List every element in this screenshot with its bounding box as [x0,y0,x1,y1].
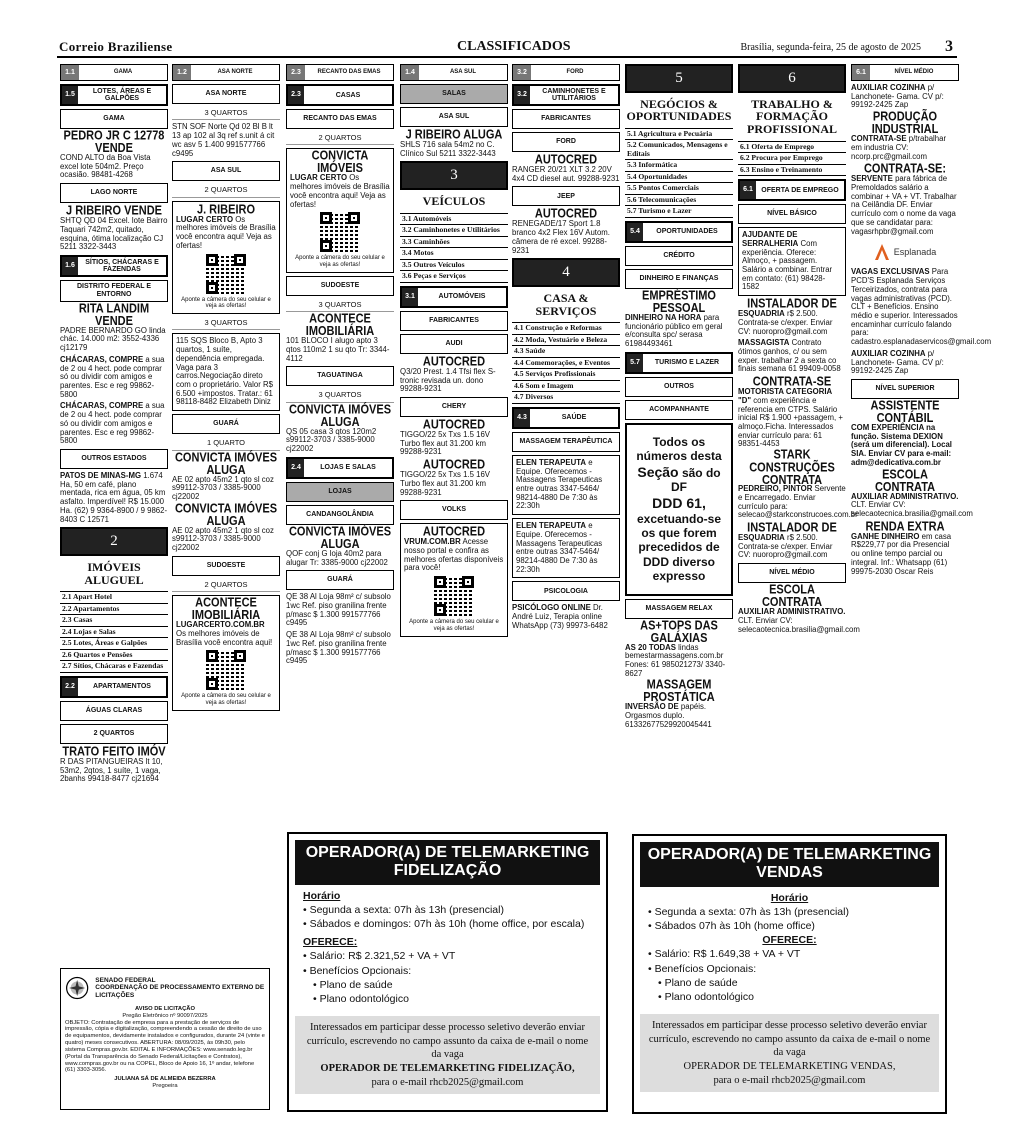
esplanada-logo-icon [874,243,890,261]
classified-ad: EMPRÉSTIMO PESSOAL DINHEIRO NA HORA para funcionário público em geral e/consulta spc/ serasa 61984493461 [625,289,723,349]
region-header: ASA SUL [400,107,508,127]
qr-code-icon [206,254,246,294]
region-header: MASSAGEM RELAX [625,599,733,619]
section-number-banner: 4 [512,258,620,287]
region-header: TAGUATINGA [286,366,394,386]
column-7 [738,64,860,637]
classified-ad: MASSAGEM PROSTÁTICA INVERSÃO DE papéis. Orgasmos duplo. 61332677529920045441 [625,678,715,729]
telemarketing-fidelizacao-ad [287,832,608,1112]
index-item: 5.6 Telecomunicações [625,195,733,207]
category-header: 6.1 OFERTA DE EMPREGO [738,179,846,201]
classified-ad: AS+TOPS DAS GALÁXIAS AS 20 TODAS lindas bemestarmassagens.com.br Fones: 61 985021273/ 3340-8627 [625,618,726,678]
column-tag: 1.4 ASA SUL [400,64,508,81]
region-header: SUDOESTE [172,556,280,576]
classified-ad: AUTOCRED TIGGO/22 5x Txs 1.5 16V Turbo flex aut 31.200 km 99288-9231 [400,418,490,457]
index-item: 4.2 Moda, Vestuário e Beleza [512,335,620,347]
classified-ad: RENDA EXTRA GANHE DINHEIRO em casa R$229,77 por dia Presencial ou online tempo parcial ou integral. Inf.: Whatsapp (61) 99975-2030 Oscar Reis [851,519,952,576]
index-item: 3.1 Automóveis [400,214,508,226]
index-item: 2.7 Sítios, Chácaras e Fazendas [60,661,168,673]
classified-ad: ELEN TERAPEUTA e Equipe. Oferecemos - Massagens Terapeuticas entre outras 3347-5464/ 98214-4880 De 7:30 às 22:30h [512,455,620,515]
ad-footer: Interessados em participar desse processo seletivo deverão enviar currículo, escrevendo no campo assunto da caixa de e-mail o nome da vaga OPERADOR DE TELEMARKETING FIDELIZAÇÃO, para o e-mail rhcb2025@gmail.com [295,1016,600,1094]
section-number-banner: 5 [625,64,733,93]
column-tag: 6.1 NÍVEL MÉDIO [851,64,959,81]
column-tag: 1.1 GAMA [60,64,168,81]
coat-of-arms-icon [65,973,89,1003]
classified-ad: INSTALADOR DE ESQUADRIA r$ 2.500. Contrata-se c/exper. Enviar CV: nuoropro@gmail.com [738,521,837,560]
index-item: 5.3 Informática [625,160,733,172]
region-header: SUDOESTE [286,276,394,296]
classified-ad: RITA LANDIM VENDE PADRE BERNARDO GO linda chác. 14.000 m2: 3552-4336 cj12179 [60,301,166,353]
classified-ad: PSICÓLOGO ONLINE Dr. André Luiz, Terapia online WhatsApp (73) 99973-6482 [512,603,608,630]
qr-ad: J. RIBEIRO LUGAR CERTO Os melhores imóveis de Brasília você encontra aqui! Veja as ofertas! Aponte a câmera do seu celular e veja as ofertas! [172,201,280,314]
qr-code-icon [320,212,360,252]
column-6 [625,64,733,733]
classified-ad: ASSISTENTE CONTÁBIL COM EXPERIÊNCIA na função. Sistema DEXION (será um diferencial). Local SIA. Enviar CV para e-mail: adm@dedicativa.com.br [851,399,952,467]
region-header: ACOMPANHANTE [625,400,733,420]
section-index [60,591,168,673]
publication-name: Correio Braziliense [59,39,173,54]
rooms-header: 3 QUARTOS [172,317,280,330]
column-4 [400,64,508,640]
category-header: 1.5 LOTES, ÁREAS E GALPÕES [60,84,168,106]
ad-details: Horário • Segunda a sexta: 07h às 13h (presencial) • Sábados 07h às 10h (home office) OFERECE: • Salário: R$ 1.649,38 + VA + VT • Benefícios Opcionais: • Plano de saúde • Plano odontológico [648,891,849,1003]
region-header: GUARÁ [286,570,394,590]
classified-ad: CONVICTA IMÓVES ALUGA AE 02 apto 45m2 1 qto sl coz s99112-3703 / 3385-9000 cj22002 [172,501,278,553]
section-title: NEGÓCIOS & OPORTUNIDADES [626,96,732,124]
region-header: LAGO NORTE [60,183,168,203]
category-header: 5.4 OPORTUNIDADES [625,221,733,243]
ddd-notice: Todos os números desta Seção são do DF DDD 61, excetuando-se os que forem precedidos de DDD diverso expresso [625,423,733,596]
section-number-banner: 6 [738,64,846,93]
index-item: 5.2 Comunicados, Mensagens e Editais [625,140,733,160]
classified-ad: MASSAGISTA Contrato ótimos ganhos, c/ ou sem exper. trabalhar 2 a sexta co finais semana 61 99409-0058 [738,338,841,374]
category-header: 3.1 AUTOMÓVEIS [400,286,508,308]
classified-ad: J RIBEIRO ALUGA SHLS 716 sala 54m2 no C. Clínico Sul 5211 3322-3443 [400,128,503,158]
category-header: 5.7 TURISMO E LAZER [625,352,733,374]
brand-header: AUDI [400,334,508,354]
index-item: 2.2 Apartamentos [60,604,168,616]
classified-ad: ELEN TERAPEUTA e Equipe. Oferecemos - Massagens Terapeuticas entre outras 3347-5464/ 98214-4880 De 7:30 às 22:30h [512,518,620,578]
column-8 [851,64,992,579]
index-item: 5.1 Agricultura e Pecuária [625,129,733,141]
classified-ad: STN SOF Norte Qd 02 Bl B lt 13 ap 102 al 3q ref s.unit á cit wc asv 5 1.400 991577766 c9495 [172,122,275,158]
index-item: 4.7 Diversos [512,392,620,404]
classified-ad: CONVICTA IMÓVES ALUGA QS 05 casa 3 qtos 120m2 s99112-3703 / 3385-9000 cj22002 [286,402,392,454]
ad-title: OPERADOR(A) DE TELEMARKETING VENDAS [640,842,939,887]
index-item: 3.3 Caminhões [400,237,508,249]
qr-code-icon [434,576,474,616]
classified-ad: CHÁCARAS, COMPRE a sua de 2 ou 4 hect. pode comprar só ou dividir com amigos e parentes. Esc e reg 99862-5800 [60,401,165,446]
region-header: FABRICANTES [400,311,508,331]
section-index [625,128,733,218]
category-header: 1.6 SÍTIOS, CHÁCARAS E FAZENDAS [60,255,168,277]
classified-ad: QE 38 Al Loja 98m² c/ subsolo 1wc Ref. piso granilina frente p/masc $ 1.300 991577766 c9495 [286,630,391,666]
section-number-banner: 3 [400,161,508,190]
rooms-header: 2 QUARTOS [286,132,394,145]
classified-ad: QE 38 Al Loja 98m² c/ subsolo 1wc Ref. piso granilina frente p/masc $ 1.300 991577766 c9495 [286,592,391,628]
brand-header: FORD [512,132,620,152]
classified-ad: AUTOCRED RENEGADE/17 Sport 1.8 branco 4x2 Flex 16V Autom. câmera de ré excel. 99288-9231 [512,207,610,255]
classified-ad: AUTOCRED TIGGO/22 5x Txs 1.5 16V Turbo flex aut 31.200 km 99288-9231 [400,458,490,497]
level-header: NÍVEL MÉDIO [738,563,846,583]
page-number: 3 [945,38,953,55]
index-item: 6.2 Procura por Emprego [738,153,846,165]
category-header: 2.3 CASAS [286,84,394,106]
classified-ad: VAGAS EXCLUSIVAS Para PCD'S Esplanada Serviços Terceirizados, contrata para vagas administrativas (PCD). CLT + Benefícios. Ensino médio e superior. Interessados encaminhar currículo falando para: cadastro.esplanadaservicos@gmail.com [851,267,992,347]
classified-ad: AUXILIAR COZINHA p/ Lanchonete- Gama. CV p/: 99192-2425 Zap [851,83,944,110]
rooms-header: 3 QUARTOS [286,389,394,402]
classified-ad: STARK CONSTRUÇÕES CONTRATA PEDREIRO, PINTOR Servente e Encarregado. Enviar currículo para: selecao@starkconstrucoes.com.br [738,448,858,520]
ad-title: OPERADOR(A) DE TELEMARKETING FIDELIZAÇÃO [295,840,600,885]
index-item: 4.3 Saúde [512,346,620,358]
classified-ad: AJUDANTE DE SERRALHERIA Com experiência. Oferece: Almoço, + passagem. Salário a combinar. Entrar em contato: (61) 98428-1582 [738,227,846,296]
classified-ad: AUTOCRED Q3/20 Prest. 1.4 Tfsi flex S-tronic revisada un. dono 99288-9231 [400,354,496,394]
region-header: DISTRITO FEDERAL E ENTORNO [60,280,168,302]
index-item: 2.6 Quartos e Pensões [60,650,168,662]
classified-ad: ESCOLA CONTRATA AUXILIAR ADMINISTRATIVO. CLT. Enviar CV: selecaotecnica.brasilia@gmail.com [738,583,860,634]
region-header: DINHEIRO E FINANÇAS [625,269,733,289]
esplanada-logo: Esplanada [851,239,959,265]
region-header: CANDANGOLÂNDIA [286,505,394,525]
region-header: GUARÁ [172,414,280,434]
section-title: TRABALHO & FORMAÇÃO PROFISSIONAL [746,96,838,136]
level-header: NÍVEL BÁSICO [738,204,846,224]
index-item: 4.6 Som e Imagem [512,381,620,393]
qr-ad: AUTOCRED VRUM.COM.BR Acesse nosso portal e confira as melhores ofertas disponíveis para você! Aponte a câmera do seu celular e veja as ofertas! [400,523,508,636]
classified-ad: AUXILIAR COZINHA p/ Lanchonete- Gama. CV p/: 99192-2425 Zap [851,348,944,376]
region-header: FABRICANTES [512,109,620,129]
rooms-header: 1 QUARTO [172,437,280,450]
column-tag: 3.2 FORD [512,64,620,81]
section-title: CLASSIFICADOS [457,39,571,54]
classified-ad: PRODUÇÃO INDUSTRIAL CONTRATA-SE p/trabalhar em industria CV: ncorp.prc@gmail.com [851,110,947,161]
index-item: 3.6 Peças e Serviços [400,271,508,283]
region-header: ASA SUL [172,161,280,181]
classified-ad: CONVICTA IMÓVES ALUGA QOF conj G loja 40m2 para alugar Tr: 3385-9000 cj22002 [286,524,392,567]
section-index [738,141,846,177]
region-header: LOJAS [286,482,394,502]
classified-ad: 115 SQS Bloco B, Apto 3 quartos, 1 suíte, dependência empregada. Vaga para 3 carros.Negociação direto com o proprietário. Valor R$ 6.500 +impostos. Tratar.: 61 98118-8482 Elizabeth Diniz [172,333,280,411]
qr-code-icon [206,650,246,690]
brand-header: CHERY [400,397,508,417]
index-item: 2.4 Lojas e Salas [60,627,168,639]
ad-details: Horário • Segunda a sexta: 07h às 13h (presencial) • Sábados e domingos: 07h às 10h (home office, por escala) OFERECE: • Salário: R$ 2.321,52 + VA + VT • Benefícios Opcionais: • Plano de saúde • Plano odontológico [303,889,585,1005]
category-header: 2.4 LOJAS E SALAS [286,457,394,479]
section-title: VEÍCULOS [422,194,486,209]
index-item: 6.3 Ensino e Treinamento [738,165,846,177]
index-item: 3.2 Caminhonetes e Utilitários [400,225,508,237]
issue-date: Brasília, segunda-feira, 25 de agosto de 2025 [740,42,921,53]
region-header: MASSAGEM TERAPÊUTICA [512,432,620,452]
column-1 [60,64,168,787]
index-item: 2.3 Casas [60,615,168,627]
index-item: 5.4 Oportunidades [625,172,733,184]
region-header: PSICOLOGIA [512,581,620,601]
rooms-header: 2 QUARTOS [60,724,168,744]
index-item: 2.5 Lotes, Áreas e Galpões [60,638,168,650]
classified-ad: CONTRATA-SE: SERVENTE para fábrica de Premoldados salário a combinar + VA + VT. Trabalhar na Ceilândia DF. Enviar currículo com o nome da vaga que se candidatar para: vagasrhpbr@gmail.com [851,162,957,236]
column-5 [512,64,620,634]
rooms-header: 2 QUARTOS [172,184,280,197]
classified-ad: ESCOLA CONTRATA AUXILIAR ADMINISTRATIVO. CLT. Enviar CV: selecaotecnica.brasilia@gmail.com [851,467,973,518]
classified-ad: ACONTECE IMOBILIÁRIA 101 BLOCO I alugo apto 3 qtos 110m2 1 su qto Tr: 3344-4112 [286,312,390,363]
region-header: CRÉDITO [625,246,733,266]
index-item: 5.5 Pontos Comerciais [625,183,733,195]
category-header: 2.2 APARTAMENTOS [60,676,168,698]
page-header [57,38,957,58]
classified-ad: INSTALADOR DE ESQUADRIA r$ 2.500. Contrata-se c/exper. Enviar CV: nuoropro@gmail.com [738,297,837,336]
brand-header: JEEP [512,186,620,206]
category-header: 3.2 CAMINHONETES E UTILITÁRIOS [512,84,620,106]
brand-header: VOLKS [400,500,508,520]
qr-ad: ACONTECE IMOBILIÁRIA LUGARCERTO.COM.BR Os melhores imóveis de Brasília você encontra aqui! Aponte a câmera do seu celular e veja as ofertas! [172,595,280,711]
column-tag: 1.2 ASA NORTE [172,64,280,81]
region-header: RECANTO DAS EMAS [286,109,394,129]
region-header: ASA NORTE [172,84,280,104]
index-item: 3.4 Motos [400,248,508,260]
section-title: IMÓVEIS ALUGUEL [84,560,144,587]
rooms-header: 3 QUARTOS [286,299,394,312]
qr-ad: CONVICTA IMÓVEIS LUGAR CERTO Os melhores imóveis de Brasília você encontra aqui! Veja as ofertas! Aponte a câmera do seu celular e veja as ofertas! [286,148,394,272]
region-header: ÁGUAS CLARAS [60,701,168,721]
index-item: 4.1 Construção e Reformas [512,323,620,335]
classified-ad: CHÁCARAS, COMPRE a sua de 2 ou 4 hect. pode comprar só ou dividir com amigos e parentes. Esc e reg 99862-5800 [60,354,165,399]
classified-ad: CONVICTA IMÓVES ALUGA AE 02 apto 45m2 1 qto sl coz s99112-3703 / 3385-9000 cj22002 [172,450,278,501]
column-3 [286,64,394,669]
section-index [512,322,620,404]
level-header: NÍVEL SUPERIOR [851,379,959,399]
rooms-header: 3 QUARTOS [172,107,280,120]
index-item: 4.5 Serviços Profissionais [512,369,620,381]
classified-ad: AUTOCRED RANGER 20/21 XLT 3.2 20V 4x4 CD diesel aut. 99288-9231 [512,153,620,183]
section-index [400,213,508,283]
region-header: SALAS [400,84,508,104]
category-header: 4.3 SAÚDE [512,407,620,429]
section-title: CASA & SERVIÇOS [535,291,597,318]
index-item: 3.5 Outros Veículos [400,260,508,272]
index-item: 4.4 Comemorações, e Eventos [512,358,620,370]
region-header: OUTROS ESTADOS [60,449,168,469]
classified-ad: PATOS DE MINAS-MG 1.674 Ha, 50 em café, plano mentada, rica em água, 05 km asfalto. Imperdível! R$ 15.000 Ha. (62) 9 9364-8900 / 9 9862-8403 C 12571 [60,471,168,524]
ad-footer: Interessados em participar desse processo seletivo deverão enviar currículo, escrevendo no campo assunto da caixa de e-mail o nome da vaga OPERADOR DE TELEMARKETING VENDAS, para o e-mail rhcb2025@gmail.com [640,1014,939,1092]
classified-ad: CONTRATA-SE MOTORISTA CATEGORIA "D" com experiência e referencia em CTPS. Salário inicial R$ 1.900 +passagem, + almoço.Ficha. Interessados enviar currículo para: 61 98351-4453 [738,375,843,449]
region-header: GAMA [60,109,168,129]
column-2 [172,64,280,714]
index-item: 2.1 Apart Hotel [60,592,168,604]
section-number-banner: 2 [60,527,168,556]
classified-ad: PEDRO JR C 12778 VENDE COND ALTO da Boa Vista excel lote 504m2. Preço ocasião. 98481-4268 [60,129,165,180]
region-header: OUTROS [625,377,733,397]
classified-ad: TRATO FEITO IMÓV R DAS PITANGUEIRAS lt 10, 53m2, 2qtos, 1 suíte, 1 vaga, 2banhs 99418-8477 cj21694 [60,744,166,784]
telemarketing-vendas-ad [632,834,947,1114]
index-item: 5.7 Turismo e Lazer [625,206,733,218]
rooms-header: 2 QUARTOS [172,579,280,592]
classified-ad: J RIBEIRO VENDE SHTQ QD 04 Excel. lote Bairro Taquari 742m2, quitado, esquina, ótima localização CJ 5211 3322-3443 [60,204,168,252]
index-item: 6.1 Oferta de Emprego [738,142,846,154]
column-tag: 2.3 RECANTO DAS EMAS [286,64,394,81]
senado-notice: SENADO FEDERAL COORDENAÇÃO DE PROCESSAMENTO EXTERNO DE LICITAÇÕES AVISO DE LICITAÇÃO Pregão Eletrônico nº 90097/2025 OBJETO: Contratação de empresa para a prestação de serviços de impressão, cópia e digitalização, compreendendo a cessão de direito de uso de equipamentos, devidamente instalados e configurados, durante 24 (vinte e quatro) meses consecutivos. ABERTURA: 08/09/2025, às 09h30, pelo sistema Compras.gov.br. EDITAL E INFORMAÇÕES: www.senado.leg.br (Portal da Transparência do Senado Federal/Licitações e Contratos), www.compras.gov.br ou na COPEL, Bloco de Apoio 16, 1º andar, telefone (61) 3303-3056. JULIANA SÁ DE ALMEIDA BEZERRA Pregoeira [60,968,270,1110]
